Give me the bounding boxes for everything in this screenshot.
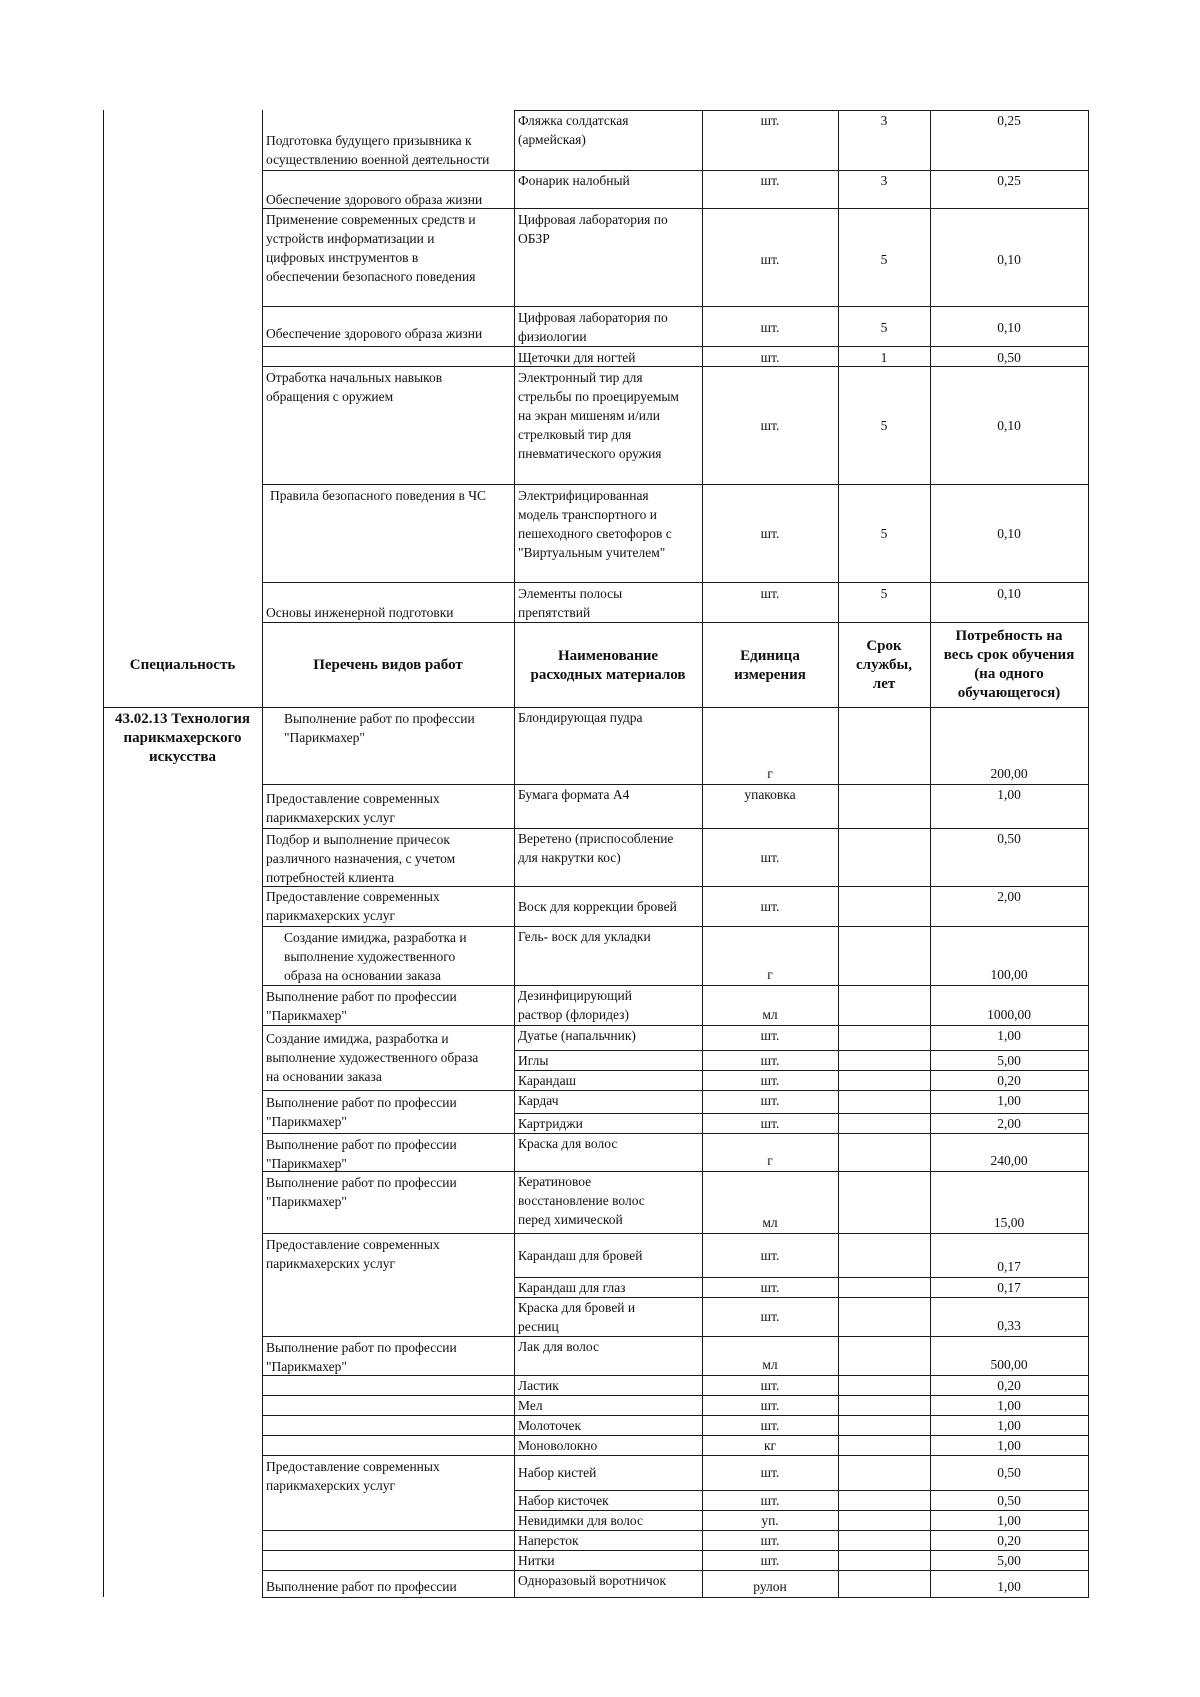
column-border — [514, 110, 515, 622]
unit-text: шт. — [760, 849, 780, 865]
work-type-text: потребностей клиента — [266, 870, 395, 885]
unit-text: шт. — [760, 586, 780, 601]
service-term-text: 5 — [880, 252, 888, 267]
work-type-text: Выполнение работ по профессии — [266, 1094, 457, 1110]
need-value-text: 0,10 — [997, 320, 1021, 335]
material-name: Моноволокно — [518, 1438, 598, 1453]
material-name: ресниц — [518, 1319, 559, 1334]
need-value-text: 1,00 — [997, 1028, 1021, 1043]
unit-text: шт. — [760, 1533, 780, 1548]
unit-text: шт. — [760, 1073, 780, 1088]
unit-text: шт. — [760, 898, 780, 914]
work-type-text: выполнение художественного образа — [266, 1050, 479, 1065]
need-value-text: 500,00 — [990, 1357, 1028, 1372]
row-border — [262, 1570, 1089, 1571]
material-name: Наперсток — [518, 1533, 579, 1548]
need-value-text: 2,00 — [997, 1116, 1021, 1131]
work-type-text: парикмахерских услуг — [266, 1256, 396, 1271]
unit-text: шт. — [760, 1280, 780, 1295]
material-name: физиологии — [518, 329, 587, 344]
work-type-text: цифровых инструментов в — [266, 250, 419, 265]
column-header: Специальность — [129, 657, 236, 673]
unit-text: шт. — [760, 1116, 780, 1131]
material-name: Картриджи — [518, 1116, 583, 1131]
material-name: Лак для волос — [518, 1339, 599, 1354]
column-border — [1088, 622, 1089, 707]
work-type-text: парикмахерских услуг — [266, 908, 396, 923]
material-name: Нитки — [518, 1553, 555, 1568]
unit-text: шт. — [760, 1378, 780, 1393]
row-border — [262, 1550, 1089, 1551]
work-type-text: Обеспечение здорового образа жизни — [266, 326, 483, 341]
work-type-text: Правила безопасного поведения в ЧС — [270, 488, 487, 503]
work-type-text: образа на основании заказа — [284, 968, 441, 983]
column-border — [930, 622, 931, 707]
material-name: на экран мишеням и/или — [518, 408, 660, 423]
need-value-text: 1,00 — [997, 1398, 1021, 1413]
unit-text: шт. — [760, 320, 780, 335]
unit-text: шт. — [760, 1553, 780, 1568]
work-type-text: Предоставление современных — [266, 889, 440, 904]
material-name: ОБЗР — [518, 231, 550, 246]
column-header: Перечень видов работ — [313, 657, 463, 673]
need-value-text: 0,17 — [997, 1259, 1021, 1274]
column-header: службы, — [855, 657, 913, 673]
unit-text: шт. — [760, 1053, 780, 1068]
unit-text: шт. — [760, 1309, 780, 1324]
unit-text: шт. — [760, 1028, 780, 1043]
unit-text: уп. — [761, 1513, 779, 1528]
column-border — [702, 110, 703, 622]
column-border — [262, 622, 263, 707]
work-type-text: Отработка начальных навыков — [266, 370, 443, 385]
material-name: Карандаш для глаз — [518, 1280, 626, 1295]
unit-text: шт. — [760, 350, 780, 365]
material-name: Цифровая лаборатория по — [518, 212, 668, 227]
material-name: "Виртуальным учителем" — [518, 545, 666, 560]
unit-text: г — [767, 766, 773, 781]
column-border — [103, 110, 104, 1597]
column-border — [262, 707, 263, 1597]
need-value-text: 0,33 — [997, 1318, 1021, 1333]
work-type-text: Создание имиджа, разработка и — [266, 1031, 449, 1046]
material-name: Иглы — [518, 1053, 549, 1068]
work-type-text: Подготовка будущего призывника к — [266, 133, 472, 148]
need-value-text: 1000,00 — [987, 1007, 1031, 1022]
need-value-text: 0,50 — [997, 831, 1021, 846]
row-border — [514, 1510, 1089, 1511]
need-value-text: 1,00 — [997, 1513, 1021, 1528]
column-header: весь срок обучения — [943, 647, 1075, 663]
material-name: Дезинфицирующий — [518, 988, 632, 1003]
work-type-text: "Парикмахер" — [266, 1359, 347, 1374]
work-type-text: обеспечении безопасного поведения — [266, 269, 476, 284]
work-type-text: Предоставление современных — [266, 791, 440, 806]
row-border — [262, 1025, 1089, 1026]
need-value-text: 1,00 — [997, 1579, 1021, 1594]
need-value-text: 200,00 — [990, 766, 1028, 781]
need-value-text: 5,00 — [997, 1053, 1021, 1068]
material-name: Краска для бровей и — [518, 1300, 636, 1315]
column-header: лет — [872, 676, 896, 692]
material-name: для накрутки кос) — [518, 850, 621, 865]
material-name: Блондирующая пудра — [518, 710, 643, 725]
need-value-text: 240,00 — [990, 1153, 1028, 1168]
need-value-text: 0,20 — [997, 1073, 1021, 1088]
work-type-text: Выполнение работ по профессии — [266, 989, 457, 1004]
work-type-text: "Парикмахер" — [284, 730, 365, 745]
column-border — [514, 622, 515, 707]
specialty-name: парикмахерского — [123, 730, 242, 746]
material-name: Электрифицированная — [518, 488, 649, 503]
work-type-text: "Парикмахер" — [266, 1113, 347, 1129]
material-name: Ластик — [518, 1378, 559, 1393]
unit-text: шт. — [760, 173, 780, 188]
material-name: восстановление волос — [518, 1193, 645, 1208]
column-header: Потребность на — [955, 628, 1063, 644]
material-name: Кардач — [518, 1093, 559, 1108]
row-border — [262, 346, 1089, 347]
service-term-text: 1 — [880, 350, 888, 365]
row-border — [514, 1277, 1089, 1278]
material-name: Кератиновое — [518, 1174, 592, 1189]
row-border — [262, 1395, 1089, 1396]
need-value-text: 0,10 — [997, 418, 1021, 433]
material-name: Электронный тир для — [518, 370, 643, 385]
material-name: раствор (флоридез) — [518, 1007, 630, 1022]
unit-text: упаковка — [744, 787, 796, 802]
unit-text: шт. — [760, 1398, 780, 1413]
work-type-text: "Парикмахер" — [266, 1194, 347, 1209]
work-type-text: Выполнение работ по профессии — [266, 1175, 457, 1190]
row-border — [514, 1050, 1089, 1051]
material-name: Бумага формата А4 — [518, 787, 630, 802]
material-name: Цифровая лаборатория по — [518, 310, 668, 325]
material-name: Щеточки для ногтей — [518, 350, 636, 365]
work-type-text: Выполнение работ по профессии — [266, 1579, 457, 1594]
material-name: Дуатье (напальчник) — [518, 1028, 636, 1043]
material-name: Гель- воск для укладки — [518, 929, 651, 944]
need-value-text: 15,00 — [993, 1215, 1025, 1230]
material-name: стрелковый тир для — [518, 427, 632, 442]
unit-text: шт. — [760, 1493, 780, 1508]
need-value-text: 100,00 — [990, 967, 1028, 982]
unit-text: мл — [762, 1007, 778, 1022]
unit-text: рулон — [753, 1579, 787, 1594]
specialty-name: 43.02.13 Технология — [115, 711, 250, 727]
unit-text: шт. — [760, 526, 780, 541]
material-name: Набор кистей — [518, 1465, 597, 1480]
material-name: Фляжка солдатская — [518, 113, 629, 128]
need-value-text: 5,00 — [997, 1553, 1021, 1568]
work-type-text: Подбор и выполнение причесок — [266, 832, 450, 847]
material-name: пешеходного светофоров с — [518, 526, 672, 541]
need-value-text: 0,17 — [997, 1280, 1021, 1295]
work-type-text: парикмахерских услуг — [266, 810, 396, 825]
material-name: перед химической — [518, 1212, 623, 1227]
material-name: Невидимки для волос — [518, 1513, 643, 1528]
work-type-text: Применение современных средств и — [266, 212, 476, 227]
work-type-text: "Парикмахер" — [266, 1008, 347, 1023]
unit-text: г — [767, 1153, 773, 1168]
row-border — [262, 170, 1089, 171]
material-name: Веретено (приспособление — [518, 831, 674, 846]
need-value-text: 0,10 — [997, 526, 1021, 541]
specialty-name: искусства — [148, 749, 217, 765]
material-name: Карандаш — [518, 1073, 577, 1088]
column-header: Единица — [740, 648, 800, 664]
work-type-text: Выполнение работ по профессии — [284, 711, 475, 726]
service-term-text: 3 — [880, 113, 888, 128]
row-border — [262, 1597, 1089, 1598]
need-value-text: 0,50 — [997, 1465, 1021, 1480]
row-border — [514, 110, 1089, 111]
material-name: стрельбы по проецируемым — [518, 389, 679, 404]
unit-text: г — [767, 967, 773, 982]
unit-text: шт. — [760, 1247, 780, 1263]
column-border — [838, 622, 839, 707]
need-value-text: 0,50 — [997, 1493, 1021, 1508]
material-name: Молоточек — [518, 1418, 582, 1433]
work-type-text: устройств информатизации и — [266, 231, 435, 246]
row-border — [262, 1435, 1089, 1436]
unit-text: шт. — [760, 252, 780, 267]
unit-text: мл — [762, 1357, 778, 1372]
column-border — [702, 707, 703, 1597]
row-border — [262, 208, 1089, 209]
work-type-text: обращения с оружием — [266, 389, 394, 404]
need-value-text: 0,20 — [997, 1378, 1021, 1393]
work-type-text: "Парикмахер" — [266, 1156, 347, 1171]
need-value-text: 0,10 — [997, 586, 1021, 601]
row-border — [262, 622, 1089, 623]
service-term-text: 3 — [880, 173, 888, 188]
column-header: обучающегося) — [957, 685, 1061, 701]
column-border — [702, 622, 703, 707]
work-type-text: Основы инженерной подготовки — [266, 605, 454, 620]
material-name: модель транспортного и — [518, 507, 658, 522]
material-name: Воск для коррекции бровей — [518, 898, 677, 914]
work-type-text: выполнение художественного — [284, 949, 456, 964]
row-border — [262, 1090, 1089, 1091]
column-header: расходных материалов — [530, 667, 686, 683]
work-type-text: парикмахерских услуг — [266, 1478, 396, 1493]
column-border — [930, 707, 931, 1597]
need-value-text: 1,00 — [997, 787, 1021, 802]
unit-text: шт. — [760, 418, 780, 433]
work-type-text: различного назначения, с учетом — [266, 851, 456, 866]
column-border — [838, 707, 839, 1597]
need-value-text: 0,25 — [997, 113, 1021, 128]
material-name: пневматического оружия — [518, 446, 662, 461]
row-border — [262, 366, 1089, 367]
service-term-text: 5 — [880, 526, 888, 541]
work-type-text: Предоставление современных — [266, 1459, 440, 1474]
need-value-text: 0,10 — [997, 252, 1021, 267]
material-name: препятствий — [518, 605, 591, 620]
material-name: Элементы полосы — [518, 586, 623, 601]
row-border — [262, 582, 1089, 583]
row-border — [262, 1415, 1089, 1416]
work-type-text: Выполнение работ по профессии — [266, 1340, 457, 1355]
row-border — [262, 1375, 1089, 1376]
material-name: Фонарик налобный — [518, 173, 630, 188]
material-name: Мел — [518, 1398, 543, 1413]
service-term-text: 5 — [880, 586, 888, 601]
need-value-text: 1,00 — [997, 1418, 1021, 1433]
row-border — [262, 1530, 1089, 1531]
column-border — [838, 110, 839, 622]
unit-text: шт. — [760, 1093, 780, 1108]
unit-text: шт. — [760, 1465, 780, 1480]
work-type-text: Выполнение работ по профессии — [266, 1137, 457, 1152]
row-border — [262, 784, 1089, 785]
need-value-text: 1,00 — [997, 1438, 1021, 1453]
row-border — [262, 306, 1089, 307]
need-value-text: 2,00 — [997, 889, 1021, 904]
row-border — [514, 1490, 1089, 1491]
column-header: Наименование — [558, 648, 658, 664]
column-border — [514, 707, 515, 1597]
column-border — [1088, 707, 1089, 1597]
work-type-text: Предоставление современных — [266, 1237, 440, 1252]
column-header: (на одного — [974, 666, 1044, 682]
unit-text: шт. — [760, 1418, 780, 1433]
work-type-text: Создание имиджа, разработка и — [284, 930, 467, 945]
row-border — [514, 1113, 1089, 1114]
row-border — [514, 1070, 1089, 1071]
column-border — [930, 110, 931, 622]
material-name: Одноразовый воротничок — [518, 1573, 667, 1588]
unit-text: мл — [762, 1215, 778, 1230]
material-name: Набор кисточек — [518, 1493, 609, 1508]
column-border — [1088, 110, 1089, 622]
material-name: (армейская) — [518, 132, 586, 147]
column-border — [262, 110, 263, 622]
unit-text: шт. — [760, 113, 780, 128]
work-type-text: Обеспечение здорового образа жизни — [266, 192, 483, 207]
material-name: Краска для волос — [518, 1136, 618, 1151]
row-border — [262, 484, 1089, 485]
need-value-text: 0,25 — [997, 173, 1021, 188]
need-value-text: 1,00 — [997, 1093, 1021, 1108]
column-header: измерения — [734, 667, 806, 683]
service-term-text: 5 — [880, 418, 888, 433]
work-type-text: на основании заказа — [266, 1069, 382, 1084]
unit-text: кг — [763, 1438, 777, 1453]
service-term-text: 5 — [880, 320, 888, 335]
material-name: Карандаш для бровей — [518, 1247, 643, 1263]
need-value-text: 0,50 — [997, 350, 1021, 365]
need-value-text: 0,20 — [997, 1533, 1021, 1548]
work-type-text: осуществлению военной деятельности — [266, 152, 490, 167]
column-header: Срок — [866, 638, 902, 654]
row-border — [514, 1297, 1089, 1298]
